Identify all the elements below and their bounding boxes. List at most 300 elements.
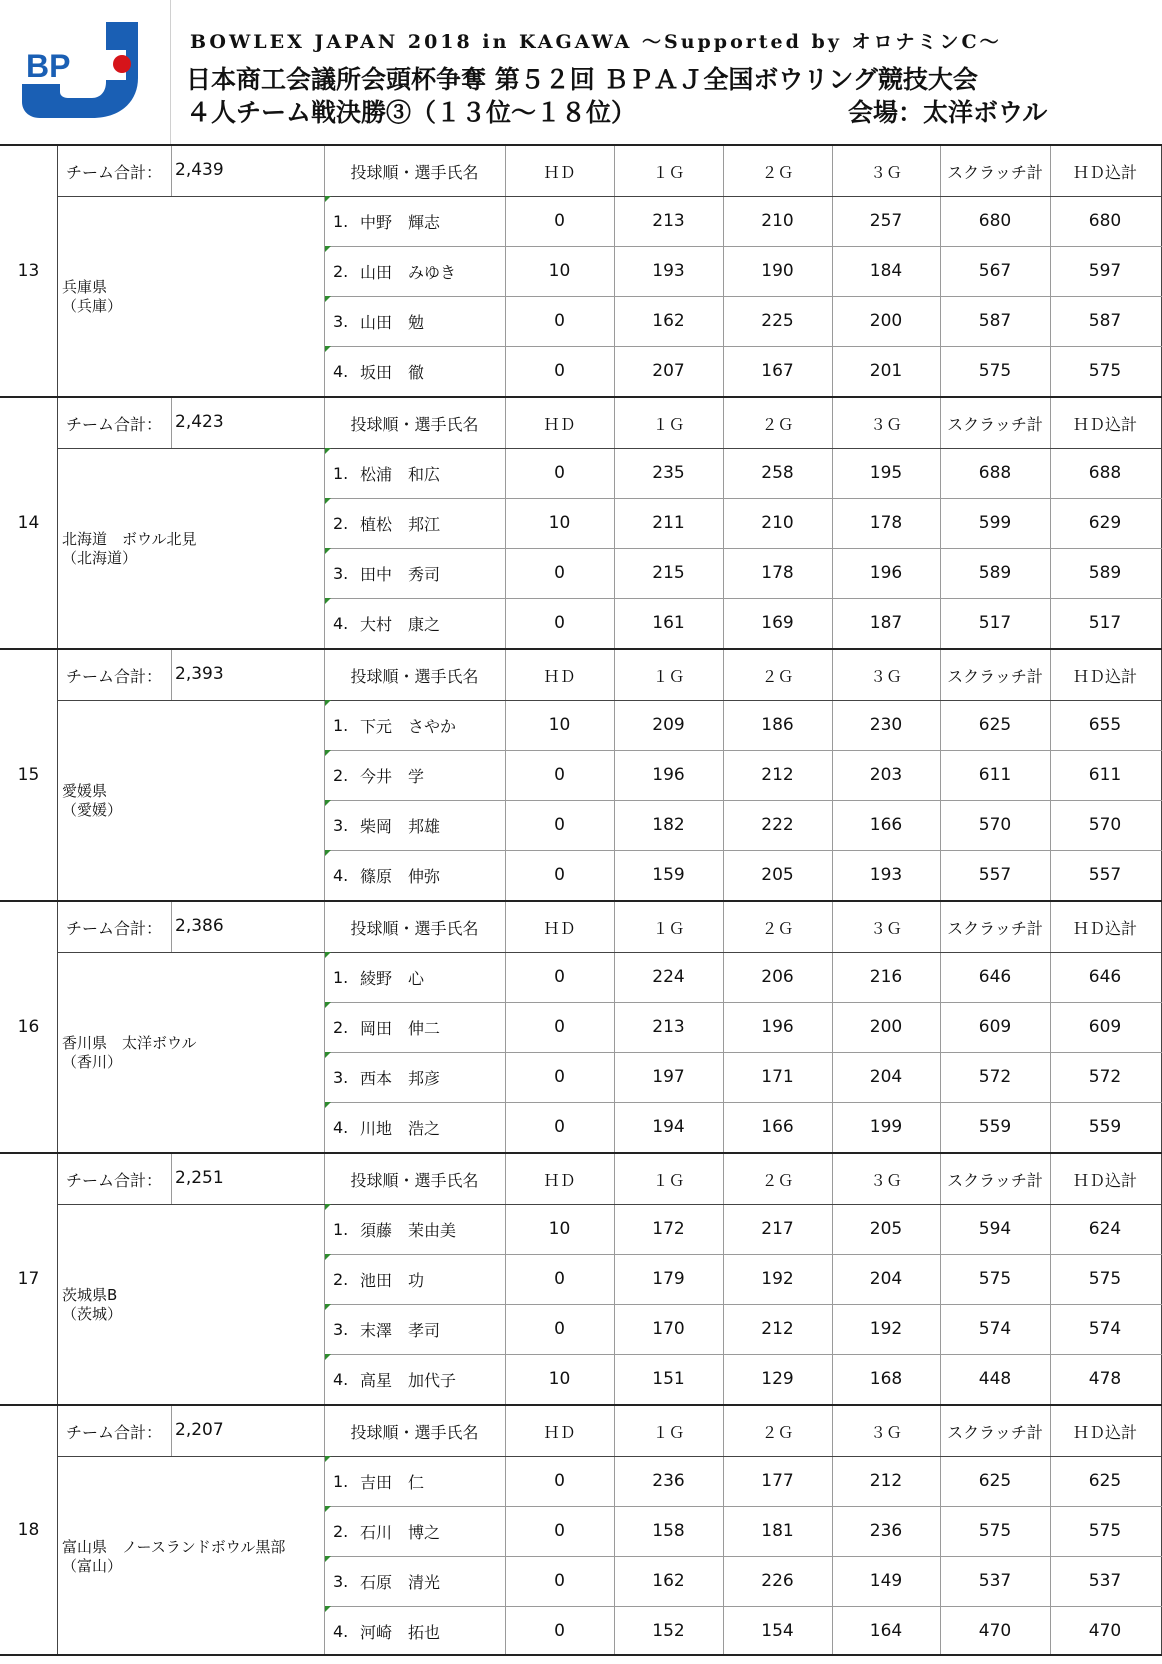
divider	[171, 1406, 172, 1456]
score-g1: 194	[652, 1117, 685, 1137]
score-scratch: 611	[978, 765, 1012, 785]
column-header: スクラッチ計	[947, 1170, 1043, 1190]
score-hd: 0	[554, 1269, 565, 1289]
score-total: 609	[1088, 1017, 1122, 1037]
score-scratch: 646	[978, 967, 1012, 987]
team-total-label: チーム合計：	[66, 415, 163, 434]
team-block	[0, 648, 1162, 900]
cell-marker	[325, 1456, 331, 1462]
team-block	[0, 1152, 1162, 1404]
score-scratch: 575	[978, 1269, 1012, 1289]
player-name: 篠原 伸弥	[360, 866, 441, 886]
score-scratch: 517	[978, 613, 1012, 633]
score-g2: 169	[761, 613, 794, 633]
player-order: 4.	[333, 1369, 349, 1389]
score-scratch: 587	[978, 311, 1012, 331]
score-g1: 211	[652, 513, 685, 533]
score-hd: 0	[554, 1117, 565, 1137]
score-scratch: 575	[978, 1521, 1012, 1541]
divider	[57, 902, 58, 1152]
team-rank: 13	[17, 261, 40, 281]
column-header: スクラッチ計	[947, 414, 1043, 434]
score-total: 559	[1088, 1117, 1122, 1137]
score-total: 587	[1088, 311, 1122, 331]
column-header: １Ｇ	[652, 414, 685, 434]
column-header: ＨＤ	[543, 666, 576, 686]
score-g2: 212	[761, 1319, 794, 1339]
divider	[57, 1406, 58, 1654]
column-header: スクラッチ計	[947, 162, 1043, 182]
score-g3: 216	[869, 967, 903, 987]
score-total: 625	[1088, 1471, 1122, 1491]
score-g1: 213	[652, 1017, 685, 1037]
score-g3: 195	[869, 463, 903, 483]
score-g2: 225	[761, 311, 794, 331]
score-g1: 207	[652, 361, 685, 381]
divider	[171, 146, 172, 196]
score-g2: 206	[761, 967, 794, 987]
column-header: ＨＤ	[543, 1170, 576, 1190]
player-name: 大村 康之	[360, 614, 441, 634]
score-g2: 154	[761, 1621, 794, 1641]
score-g1: 197	[652, 1067, 685, 1087]
player-order: 4.	[333, 1117, 349, 1137]
player-order: 2.	[333, 1269, 349, 1289]
column-header: ＨＤ込計	[1072, 162, 1137, 182]
score-g2: 167	[761, 361, 794, 381]
cell-marker	[325, 1052, 331, 1058]
score-g3: 230	[869, 715, 903, 735]
score-g3: 178	[869, 513, 903, 533]
score-hd: 0	[554, 463, 565, 483]
score-g2: 217	[761, 1219, 794, 1239]
team-rank: 18	[17, 1520, 40, 1540]
player-name: 西本 邦彦	[360, 1068, 441, 1088]
cell-marker	[325, 1506, 331, 1512]
score-total: 478	[1088, 1369, 1122, 1389]
score-g3: 203	[869, 765, 903, 785]
team-total: 2,386	[175, 916, 224, 936]
score-hd: 0	[554, 1017, 565, 1037]
score-hd: 0	[554, 1571, 565, 1591]
score-g3: 236	[869, 1521, 903, 1541]
score-g2: 181	[761, 1521, 794, 1541]
score-scratch: 688	[978, 463, 1012, 483]
player-name: 下元 さやか	[360, 716, 457, 736]
cell-marker	[325, 952, 331, 958]
column-header: １Ｇ	[652, 1422, 685, 1442]
score-total: 629	[1088, 513, 1122, 533]
score-g1: 172	[652, 1219, 685, 1239]
player-name: 高星 加代子	[360, 1370, 457, 1390]
column-header: 投球順・選手氏名	[350, 414, 479, 434]
score-g1: 170	[652, 1319, 685, 1339]
score-g2: 192	[761, 1269, 794, 1289]
cell-marker	[325, 1002, 331, 1008]
column-header: 投球順・選手氏名	[350, 162, 479, 182]
score-g3: 204	[869, 1067, 903, 1087]
player-order: 1.	[333, 715, 349, 735]
team-block	[0, 900, 1162, 1152]
column-header: ３Ｇ	[869, 918, 902, 938]
score-hd: 10	[548, 261, 571, 281]
team-name: 茨城県B （茨城）	[62, 1286, 123, 1323]
column-header: スクラッチ計	[947, 1422, 1043, 1442]
team-name: 愛媛県 （愛媛）	[62, 782, 123, 819]
column-header: ＨＤ込計	[1072, 1170, 1137, 1190]
team-total-label: チーム合計：	[66, 163, 163, 182]
score-scratch: 572	[978, 1067, 1012, 1087]
bpj-logo	[20, 22, 142, 118]
score-hd: 0	[554, 613, 565, 633]
score-g3: 200	[869, 311, 903, 331]
score-g1: 224	[652, 967, 685, 987]
cell-marker	[325, 750, 331, 756]
score-scratch: 470	[978, 1621, 1012, 1641]
score-g2: 178	[761, 563, 794, 583]
score-g2: 210	[761, 211, 794, 231]
score-hd: 0	[554, 967, 565, 987]
cell-marker	[325, 1304, 331, 1310]
score-hd: 0	[554, 563, 565, 583]
divider	[57, 650, 58, 900]
player-order: 3.	[333, 1571, 349, 1591]
svg-text:BP: BP	[26, 48, 71, 84]
player-name: 石原 清光	[360, 1572, 441, 1592]
column-header: ２Ｇ	[761, 162, 794, 182]
score-g1: 182	[652, 815, 685, 835]
team-rank: 17	[17, 1269, 40, 1289]
score-hd: 0	[554, 1621, 565, 1641]
score-hd: 0	[554, 1521, 565, 1541]
score-g3: 168	[869, 1369, 903, 1389]
score-hd: 0	[554, 311, 565, 331]
score-scratch: 567	[978, 261, 1012, 281]
score-g2: 258	[761, 463, 794, 483]
cell-marker	[325, 448, 331, 454]
score-g2: 222	[761, 815, 794, 835]
round-title: ４人チーム戦決勝③（１３位～１８位）	[186, 98, 637, 127]
column-header: ３Ｇ	[869, 1422, 902, 1442]
column-header: ２Ｇ	[761, 1170, 794, 1190]
column-header: 投球順・選手氏名	[350, 1422, 479, 1442]
score-total: 570	[1088, 815, 1122, 835]
score-g1: 209	[652, 715, 685, 735]
divider	[171, 650, 172, 700]
team-total: 2,207	[175, 1420, 224, 1440]
player-name: 柴岡 邦雄	[360, 816, 441, 836]
team-rank: 15	[17, 765, 40, 785]
column-header: １Ｇ	[652, 162, 685, 182]
cell-marker	[325, 1354, 331, 1360]
cell-marker	[325, 1204, 331, 1210]
player-name: 綾野 心	[360, 968, 425, 988]
cell-marker	[325, 1606, 331, 1612]
player-order: 4.	[333, 361, 349, 381]
player-name: 岡田 伸二	[360, 1018, 441, 1038]
column-header: スクラッチ計	[947, 918, 1043, 938]
score-total: 655	[1088, 715, 1122, 735]
score-g1: 158	[652, 1521, 685, 1541]
score-hd: 10	[548, 1219, 571, 1239]
score-hd: 10	[548, 715, 571, 735]
score-g1: 213	[652, 211, 685, 231]
score-total: 680	[1088, 211, 1122, 231]
player-name: 松浦 和広	[360, 464, 441, 484]
score-hd: 0	[554, 361, 565, 381]
score-scratch: 448	[978, 1369, 1012, 1389]
column-header: ３Ｇ	[869, 162, 902, 182]
team-rank: 14	[17, 513, 40, 533]
player-name: 山田 みゆき	[360, 262, 457, 282]
cell-marker	[325, 346, 331, 352]
score-scratch: 599	[978, 513, 1012, 533]
player-name: 須藤 茉由美	[360, 1220, 457, 1240]
score-total: 575	[1088, 1269, 1122, 1289]
score-total: 646	[1088, 967, 1122, 987]
score-g2: 190	[761, 261, 794, 281]
score-g2: 212	[761, 765, 794, 785]
score-hd: 0	[554, 1471, 565, 1491]
team-name: 香川県 太洋ボウル （香川）	[62, 1034, 197, 1071]
team-total: 2,393	[175, 664, 224, 684]
score-g1: 162	[652, 311, 685, 331]
score-g1: 159	[652, 865, 685, 885]
score-g3: 204	[869, 1269, 903, 1289]
team-total: 2,423	[175, 412, 224, 432]
player-name: 吉田 仁	[360, 1472, 425, 1492]
score-total: 517	[1088, 613, 1122, 633]
column-header: ＨＤ込計	[1072, 1422, 1137, 1442]
score-total: 557	[1088, 865, 1122, 885]
player-order: 2.	[333, 1521, 349, 1541]
player-order: 1.	[333, 967, 349, 987]
column-header: ＨＤ	[543, 162, 576, 182]
score-scratch: 589	[978, 563, 1012, 583]
score-scratch: 625	[978, 715, 1012, 735]
score-total: 470	[1088, 1621, 1122, 1641]
player-name: 植松 邦江	[360, 514, 441, 534]
score-hd: 0	[554, 765, 565, 785]
team-name: 富山県 ノースランドボウル黒部 （富山）	[62, 1538, 286, 1575]
player-order: 2.	[333, 513, 349, 533]
score-scratch: 537	[978, 1571, 1012, 1591]
score-g1: 151	[652, 1369, 685, 1389]
divider	[171, 1154, 172, 1204]
score-g2: 166	[761, 1117, 794, 1137]
column-header: ２Ｇ	[761, 666, 794, 686]
column-header: ＨＤ込計	[1072, 666, 1137, 686]
divider	[57, 146, 58, 396]
score-g2: 129	[761, 1369, 794, 1389]
score-g1: 193	[652, 261, 685, 281]
event-title: 日本商工会議所会頭杯争奪 第５２回 ＢＰＡＪ全国ボウリング競技大会	[186, 65, 978, 94]
score-total: 575	[1088, 361, 1122, 381]
player-order: 3.	[333, 815, 349, 835]
score-g3: 149	[869, 1571, 903, 1591]
team-total-label: チーム合計：	[66, 667, 163, 686]
player-order: 3.	[333, 563, 349, 583]
score-scratch: 575	[978, 361, 1012, 381]
team-block	[0, 144, 1162, 396]
player-order: 1.	[333, 463, 349, 483]
player-name: 川地 浩之	[360, 1118, 441, 1138]
divider	[171, 902, 172, 952]
score-g2: 171	[761, 1067, 794, 1087]
column-header: ２Ｇ	[761, 918, 794, 938]
player-name: 池田 功	[360, 1270, 425, 1290]
team-block	[0, 396, 1162, 648]
event-subtitle: BOWLEX JAPAN 2018 in KAGAWA ～Supported by オロナミンC～	[190, 31, 1002, 53]
score-scratch: 574	[978, 1319, 1012, 1339]
score-g1: 152	[652, 1621, 685, 1641]
cell-marker	[325, 800, 331, 806]
player-order: 3.	[333, 311, 349, 331]
column-header: スクラッチ計	[947, 666, 1043, 686]
score-hd: 10	[548, 1369, 571, 1389]
results-table	[0, 144, 1162, 1656]
player-name: 河崎 拓也	[360, 1622, 441, 1642]
column-header: ＨＤ	[543, 414, 576, 434]
team-total-label: チーム合計：	[66, 1171, 163, 1190]
cell-marker	[325, 1254, 331, 1260]
score-g2: 186	[761, 715, 794, 735]
column-header: ３Ｇ	[869, 414, 902, 434]
score-g3: 200	[869, 1017, 903, 1037]
score-total: 574	[1088, 1319, 1122, 1339]
score-g1: 179	[652, 1269, 685, 1289]
score-g3: 164	[869, 1621, 903, 1641]
score-g2: 226	[761, 1571, 794, 1591]
team-name: 兵庫県 （兵庫）	[62, 278, 123, 315]
score-g3: 257	[869, 211, 903, 231]
team-block	[0, 1404, 1162, 1656]
score-scratch: 680	[978, 211, 1012, 231]
score-total: 611	[1088, 765, 1122, 785]
team-total: 2,251	[175, 1168, 224, 1188]
score-g1: 161	[652, 613, 685, 633]
player-order: 1.	[333, 1219, 349, 1239]
column-header: １Ｇ	[652, 1170, 685, 1190]
team-total-label: チーム合計：	[66, 919, 163, 938]
player-order: 4.	[333, 865, 349, 885]
score-g3: 196	[869, 563, 903, 583]
score-scratch: 609	[978, 1017, 1012, 1037]
logo-area	[0, 0, 171, 144]
score-scratch: 594	[978, 1219, 1012, 1239]
column-header: ２Ｇ	[761, 1422, 794, 1442]
player-order: 3.	[333, 1067, 349, 1087]
score-total: 575	[1088, 1521, 1122, 1541]
cell-marker	[325, 246, 331, 252]
column-header: ＨＤ込計	[1072, 414, 1137, 434]
cell-marker	[325, 1102, 331, 1108]
column-header: ３Ｇ	[869, 666, 902, 686]
player-name: 今井 学	[360, 766, 425, 786]
score-hd: 0	[554, 1319, 565, 1339]
player-order: 4.	[333, 613, 349, 633]
cell-marker	[325, 548, 331, 554]
player-order: 3.	[333, 1319, 349, 1339]
score-total: 572	[1088, 1067, 1122, 1087]
score-g3: 199	[869, 1117, 903, 1137]
player-order: 2.	[333, 765, 349, 785]
player-order: 2.	[333, 261, 349, 281]
divider	[171, 398, 172, 448]
score-scratch: 559	[978, 1117, 1012, 1137]
cell-marker	[325, 296, 331, 302]
player-order: 2.	[333, 1017, 349, 1037]
score-g1: 215	[652, 563, 685, 583]
player-name: 石川 博之	[360, 1522, 441, 1542]
player-order: 1.	[333, 1471, 349, 1491]
cell-marker	[325, 196, 331, 202]
player-name: 中野 輝志	[360, 212, 441, 232]
score-hd: 0	[554, 865, 565, 885]
score-g1: 162	[652, 1571, 685, 1591]
column-header: １Ｇ	[652, 666, 685, 686]
team-rank: 16	[17, 1017, 40, 1037]
column-header: １Ｇ	[652, 918, 685, 938]
cell-marker	[325, 498, 331, 504]
score-hd: 10	[548, 513, 571, 533]
score-scratch: 570	[978, 815, 1012, 835]
score-g2: 205	[761, 865, 794, 885]
score-hd: 0	[554, 211, 565, 231]
score-g3: 187	[869, 613, 903, 633]
player-order: 4.	[333, 1621, 349, 1641]
divider	[57, 398, 58, 648]
column-header: ＨＤ込計	[1072, 918, 1137, 938]
page-header	[0, 0, 1162, 144]
score-g1: 235	[652, 463, 685, 483]
score-total: 624	[1088, 1219, 1122, 1239]
cell-marker	[325, 850, 331, 856]
score-g1: 196	[652, 765, 685, 785]
cell-marker	[325, 1556, 331, 1562]
score-g3: 201	[869, 361, 903, 381]
column-header: ２Ｇ	[761, 414, 794, 434]
column-header: ＨＤ	[543, 1422, 576, 1442]
score-hd: 0	[554, 1067, 565, 1087]
score-hd: 0	[554, 815, 565, 835]
column-header: 投球順・選手氏名	[350, 918, 479, 938]
score-g2: 210	[761, 513, 794, 533]
venue-label: 会場：太洋ボウル	[848, 98, 1048, 127]
team-name: 北海道 ボウル北見 （北海道）	[62, 530, 197, 567]
team-total-label: チーム合計：	[66, 1423, 163, 1442]
player-name: 田中 秀司	[360, 564, 441, 584]
score-g3: 193	[869, 865, 903, 885]
column-header: 投球順・選手氏名	[350, 666, 479, 686]
score-g3: 192	[869, 1319, 903, 1339]
player-order: 1.	[333, 211, 349, 231]
column-header: ３Ｇ	[869, 1170, 902, 1190]
team-total: 2,439	[175, 160, 224, 180]
score-total: 688	[1088, 463, 1122, 483]
score-g3: 166	[869, 815, 903, 835]
score-g3: 184	[869, 261, 903, 281]
column-header: ＨＤ	[543, 918, 576, 938]
score-total: 537	[1088, 1571, 1122, 1591]
score-total: 589	[1088, 563, 1122, 583]
score-g2: 177	[761, 1471, 794, 1491]
player-name: 山田 勉	[360, 312, 425, 332]
score-g3: 205	[869, 1219, 903, 1239]
score-total: 597	[1088, 261, 1122, 281]
cell-marker	[325, 598, 331, 604]
player-name: 末澤 孝司	[360, 1320, 441, 1340]
